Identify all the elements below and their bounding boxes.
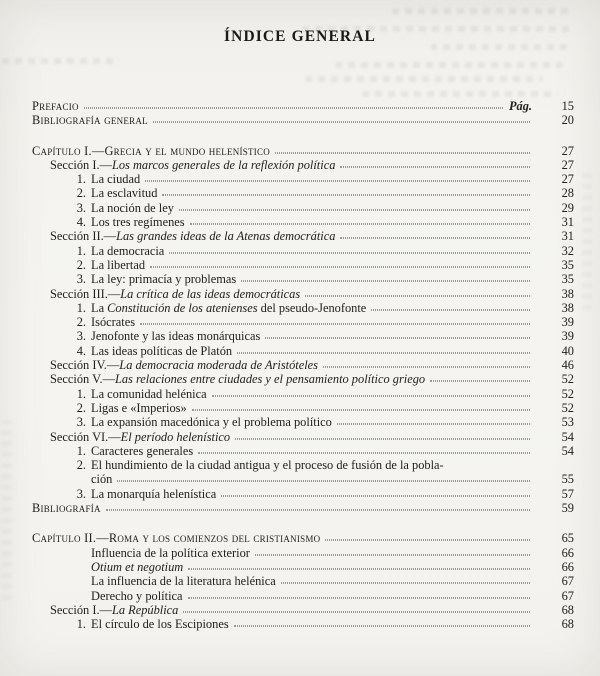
page-number: 31 [561,229,574,244]
toc-entry [91,546,574,560]
toc-entry [70,172,574,186]
bleedthrough-decoration [2,58,117,64]
page-number: 28 [561,186,574,201]
entry-number: 1. [76,386,86,401]
page-title: ÍNDICE GENERAL [224,28,376,45]
dot-leader [150,266,530,267]
toc-entry [70,301,574,315]
toc-entry [70,617,574,631]
toc-entry [70,387,574,401]
toc-entry [50,358,574,372]
entry-title: ción [91,472,113,487]
page-number: 54 [561,429,574,444]
toc-entry [50,158,574,172]
page-number: 52 [561,386,574,401]
page-number: 39 [561,329,574,344]
dot-leader [140,324,530,325]
dot-leader [117,481,530,482]
toc-entry [32,99,574,113]
entry-number: 3. [76,486,86,501]
dot-leader [255,554,530,555]
bleedthrough-decoration [305,76,543,82]
page-number: 59 [561,501,574,516]
dot-leader [188,597,530,598]
toc-entry [32,501,574,515]
entry-title: Ligas e «Imperios» [91,400,187,415]
toc-entry [70,258,574,272]
page-number: 67 [561,574,574,589]
page-number: 20 [561,113,574,128]
entry-title: La comunidad helénica [91,386,207,401]
entry-title: Otium et negotium [91,559,184,574]
entry-title: Sección I.—La República [50,602,179,617]
dot-leader [325,540,530,541]
dot-leader [153,122,530,123]
dot-leader [188,568,530,569]
dot-leader [235,438,530,439]
entry-title: Sección III.—La crítica de las ideas democráticas [50,286,301,301]
toc-list [32,99,574,631]
page-number: 38 [561,286,574,301]
toc-entry [91,560,574,574]
toc-entry [70,444,574,458]
entry-title: Influencia de la política exterior [91,545,250,560]
toc-entry [70,272,574,286]
page-number: 52 [561,372,574,387]
entry-title: La monarquía helenística [91,486,217,501]
entry-title: Sección VI.—El período helenístico [50,429,231,444]
page-number: 66 [561,559,574,574]
bleedthrough-decoration [335,62,563,68]
entry-title: La ciudad [91,172,141,187]
dot-leader [221,495,530,496]
page-number: 27 [561,172,574,187]
dot-leader [265,338,530,339]
dot-leader [106,510,530,511]
dot-leader [275,152,530,153]
dot-leader [340,238,530,239]
entry-title: La noción de ley [91,200,174,215]
toc-entry [70,329,574,343]
entry-title: El círculo de los Escipiones [91,617,229,632]
entry-number: 2. [76,315,86,330]
entry-title: Bibliografía [32,501,101,516]
entry-title: Bibliografía general [32,113,148,128]
entry-number: 3. [76,415,86,430]
page-number: 27 [561,143,574,158]
toc-entry [70,401,574,415]
page-number: 40 [561,343,574,358]
toc-entry [70,458,574,472]
entry-number: 1. [76,172,86,187]
toc-entry [50,229,574,243]
page-number: 35 [561,272,574,287]
entry-number: 2. [76,458,86,473]
dot-leader [237,352,530,353]
page-column-header: Pág. [508,99,532,113]
entry-number: 1. [76,300,86,315]
entry-number: 3. [76,200,86,215]
toc-entry [70,415,574,429]
dot-leader [340,166,530,167]
dot-leader [371,309,530,310]
entry-number: 4. [76,343,86,358]
page-number: 32 [561,243,574,258]
page-number: 67 [561,588,574,603]
page-number: 46 [561,358,574,373]
entry-title: Las ideas políticas de Platón [91,343,233,358]
toc-entry [32,113,574,127]
entry-title: Capítulo I.—Grecia y el mundo helenístico [32,143,271,158]
entry-title: Sección V.—Las relaciones entre ciudades y el pensamiento político griego [50,372,426,387]
entry-title: La esclavitud [91,186,158,201]
entry-title: Capítulo II.—Roma y los comienzos del cristianismo [32,531,321,546]
entry-number: 2. [76,400,86,415]
page-number: 57 [561,486,574,501]
entry-number: 2. [76,257,86,272]
entry-number: 3. [76,272,86,287]
entry-title: Prefacio [32,99,79,113]
page-number: 39 [561,315,574,330]
entry-number: 2. [76,186,86,201]
dot-leader [192,409,530,410]
page-number: 68 [561,617,574,632]
entry-title: Isócrates [91,315,136,330]
entry-title: Derecho y política [91,588,183,603]
entry-title: La expansión macedónica y el problema político [91,415,332,430]
dot-leader [169,252,530,253]
toc-entry [70,244,574,258]
dot-leader [323,367,530,368]
toc-entry [91,472,574,486]
entry-number: 1. [76,617,86,632]
toc-entry [91,589,574,603]
page-number: 65 [561,531,574,546]
page-number: 27 [561,157,574,172]
entry-title: Caracteres generales [91,443,194,458]
entry-title: La influencia de la literatura helénica [91,574,276,589]
bleedthrough-decoration [392,8,570,14]
toc-entry [70,487,574,501]
page-number: 54 [561,443,574,458]
dot-leader [305,295,530,296]
dot-leader [179,209,530,210]
dot-leader [190,224,530,225]
dot-leader [162,195,530,196]
toc-entry [50,430,574,444]
dot-leader [198,452,530,453]
entry-number: 1. [76,443,86,458]
entry-title: La ley: primacía y problemas [91,272,237,287]
page-number: 68 [561,602,574,617]
entry-title: Sección II.—Las grandes ideas de la Atenas democrática [50,229,336,244]
toc-entry [50,372,574,386]
entry-title: Sección I.—Los marcos generales de la reflexión política [50,157,336,172]
dot-leader [241,281,530,282]
page-number: 15 [561,99,574,113]
dot-leader [145,181,530,182]
page-number: 38 [561,300,574,315]
dot-leader [234,626,530,627]
dot-leader [183,611,530,612]
page-number: 55 [561,472,574,487]
page-number: 53 [561,415,574,430]
toc-entry [70,344,574,358]
toc-entry [70,315,574,329]
bleedthrough-decoration [582,170,592,310]
dot-leader [212,395,530,396]
entry-title: La libertad [91,257,146,272]
toc-entry [32,531,574,545]
page-number: 35 [561,257,574,272]
entry-title: El hundimiento de la ciudad antigua y el proceso de fusión de la pobla- [91,458,444,473]
page-number: 29 [561,200,574,215]
bleedthrough-decoration [2,420,12,600]
entry-title: Sección IV.—La democracia moderada de Aristóteles [50,358,318,373]
entry-title: La democracia [91,243,165,258]
toc-entry [70,215,574,229]
dot-leader [281,583,530,584]
toc-entry [70,186,574,200]
dot-leader [430,381,530,382]
toc-entry [50,287,574,301]
dot-leader [84,108,503,109]
dot-leader [337,424,530,425]
bleedthrough-decoration [362,91,558,97]
entry-number: 1. [76,243,86,258]
entry-title: La Constitución de los atenienses del pseudo-Jenofonte [91,300,367,315]
toc-entry [91,574,574,588]
entry-number: 3. [76,329,86,344]
page-number: 31 [561,215,574,230]
toc-entry [50,603,574,617]
toc-entry [32,144,574,158]
page-number: 66 [561,545,574,560]
entry-title: Los tres regímenes [91,215,185,230]
toc-entry [70,201,574,215]
entry-title: Jenofonte y las ideas monárquicas [91,329,261,344]
page-number: 52 [561,400,574,415]
entry-number: 4. [76,215,86,230]
